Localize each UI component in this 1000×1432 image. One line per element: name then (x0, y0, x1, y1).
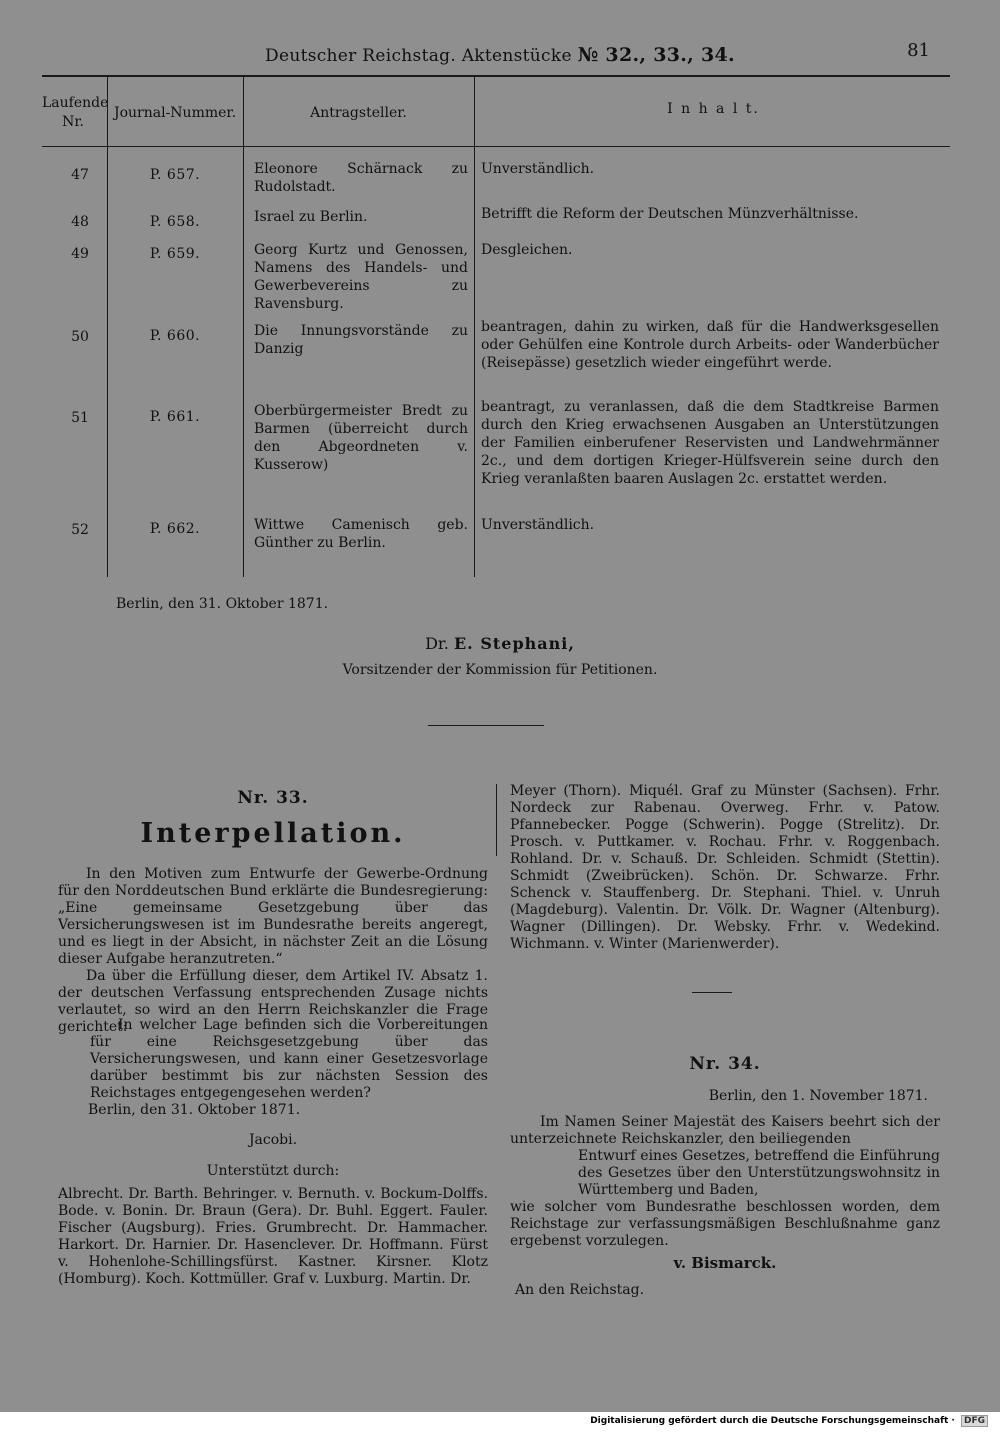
nr34-signer: v. Bismarck. (673, 1254, 777, 1272)
signature (0, 634, 1000, 653)
row-content: Betrifft die Reform der Deutschen Münzverhältnisse. (481, 206, 859, 222)
column-divider (474, 77, 475, 577)
nr34-paragraph: Im Namen Seiner Majestät des Kaisers beehrt sich der unterzeichnete Reichskanzler, den beiliegenden (510, 1114, 940, 1147)
row-applicant: Georg Kurtz und Genossen, Namens des Handels- und Gewerbevereins zu Ravensburg. (254, 242, 468, 312)
row-journal: P. 661. (149, 409, 201, 425)
nr34-bill-title: Entwurf eines Gesetzes, betreffend die Einführung des Gesetzes über den Unterstützungswohnsitz in Württemberg und Baden, (578, 1148, 940, 1198)
table-header-rule (42, 146, 950, 147)
nr34-date: Berlin, den 1. November 1871. (708, 1088, 928, 1104)
row-applicant: Eleonore Schärnack zu Rudolstadt. (254, 161, 468, 195)
interpellation-author: Jacobi. (248, 1132, 298, 1148)
row-journal: P. 662. (149, 521, 201, 537)
supporters-list-continued: Meyer (Thorn). Miquél. Graf zu Münster (Sachsen). Frhr. Nordeck zur Rabenau. Overweg. Frhr. v. Patow. Pfannebecker. Pogge (Schwerin). Pogge (Strelitz). Dr. Prosch. v. Puttkamer. v. Rochau. Frhr. v. Roggenbach. Rohland. Dr. v. Schauß. Dr. Schleiden. Schmidt (Stettin). Schmidt (Zweibrücken). Schön. Dr. Schwarze. Frhr. Schenck v. Stauffenberg. Dr. Stephani. Thiel. v. Unruh (Magdeburg). Valentin. Dr. Völk. Dr. Wagner (Altenburg). Wagner (Dillingen). Dr. Websky. Frhr. v. Wedekind. Wichmann. v. Winter (Marienwerder). (510, 783, 940, 952)
row-journal: P. 658. (149, 214, 201, 230)
interpellation-question: In welcher Lage befinden sich die Vorbereitungen für eine Reichsgesetzgebung über das Versicherungswesen, und kann einer Gesetzesvorlage darüber bestimmt bis zur nächsten Session des Reichstages entgegengesehen werden? (90, 1017, 488, 1101)
section-heading-nr34: Nr. 34. (689, 1054, 761, 1074)
page-number: 81 (907, 40, 930, 61)
signer-role: Vorsitzender der Kommission für Petitionen. (342, 662, 658, 678)
footer-text: Digitalisierung gefördert durch die Deutsche Forschungsgemeinschaft (590, 1416, 949, 1426)
row-nr: 47 (71, 167, 89, 183)
row-content: Desgleichen. (481, 242, 573, 258)
row-content: beantragt, zu veranlassen, daß die dem Stadtkreise Barmen durch den Krieg erwachsenen Ausgaben an Unterstützungen der Familien einberufener Reservisten und Landwehrmänner 2c., und dem dortigen Krieger-Hülfsverein seine durch den Krieg veranlaßten baaren Auslagen 2c. erstattet werden. (481, 399, 939, 487)
column-header-journal: Journal-Nummer. (113, 105, 237, 121)
row-content: Unverständlich. (481, 517, 595, 533)
row-nr: 52 (71, 522, 89, 538)
nr34-paragraph: wie solcher vom Bundesrathe beschlossen worden, dem Reichstage zur verfassungsmäßigen Beschlußnahme ganz ergebenst vorzulegen. (510, 1199, 940, 1249)
column-header-content: I n h a l t. (667, 101, 760, 117)
row-applicant: Wittwe Camenisch geb. Günther zu Berlin. (254, 517, 468, 551)
row-content: beantragen, dahin zu wirken, daß für die Handwerksgesellen oder Gehülfen eine Kontrole durch Arbeits- oder Wanderbücher (Reisepässe) gesetzlich wieder eingeführt werde. (481, 319, 939, 371)
interpellation-date: Berlin, den 31. Oktober 1871. (88, 1102, 301, 1118)
section-title-interpellation: Interpellation. (140, 818, 406, 849)
header-title: Deutscher Reichstag. Aktenstücke (265, 46, 572, 66)
digitization-footer: Digitalisierung gefördert durch die Deutsche Forschungsgemeinschaft · DFG (590, 1415, 988, 1427)
supporters-list: Albrecht. Dr. Barth. Behringer. v. Bernuth. v. Bockum-Dolffs. Bode. v. Bonin. Dr. Braun (Gera). Dr. Buhl. Eggert. Fauler. Fischer (Augsburg). Fries. Grumbrecht. Dr. Hammacher. Harkort. Dr. Harnier. Dr. Hasenclever. Dr. Hoffmann. Fürst v. Hohenlohe-Schillingsfürst. Kastner. Kirsner. Klotz (Homburg). Koch. Kottmüller. Graf v. Luxburg. Martin. Dr. (58, 1186, 488, 1287)
section-heading-nr33: Nr. 33. (237, 788, 309, 808)
page-header (0, 44, 1000, 66)
column-divider (496, 784, 497, 856)
row-nr: 50 (71, 329, 89, 345)
row-applicant: Die Innungsvorstände zu Danzig (254, 323, 468, 357)
column-header-laufende-nr: Laufende Nr. (42, 95, 109, 130)
section-separator (692, 992, 732, 993)
row-journal: P. 659. (149, 246, 201, 262)
row-nr: 49 (71, 246, 89, 262)
supported-by-label: Unterstützt durch: (206, 1163, 340, 1179)
dfg-logo: DFG (961, 1415, 988, 1427)
nr34-addressee: An den Reichstag. (515, 1282, 645, 1298)
row-applicant: Israel zu Berlin. (254, 209, 368, 225)
column-divider (243, 77, 244, 577)
header-document-numbers: № 32., 33., 34. (577, 44, 735, 66)
table-top-rule (42, 75, 950, 77)
row-journal: P. 657. (149, 167, 201, 183)
closing-date: Berlin, den 31. Oktober 1871. (116, 596, 329, 612)
row-applicant: Oberbürgermeister Bredt zu Barmen (überreicht durch den Abgeordneten v. Kusserow) (254, 403, 468, 473)
row-content: Unverständlich. (481, 161, 595, 177)
signer-prefix: Dr. (425, 634, 449, 653)
interpellation-paragraph: Da über die Erfüllung dieser, dem Artikel IV. Absatz 1. der deutschen Verfassung entsprechenden Zusage nichts verlautet, so wird an den Herrn Reichskanzler die Frage gerichtet: (58, 968, 488, 1035)
column-divider (107, 77, 108, 577)
row-journal: P. 660. (149, 328, 201, 344)
column-header-applicant: Antragsteller. (310, 105, 407, 121)
interpellation-paragraph: In den Motiven zum Entwurfe der Gewerbe-Ordnung für den Norddeutschen Bund erklärte die Bundesregierung: „Eine gemeinsame Gesetzgebung über das Versicherungswesen ist im Bundesrathe bereits angeregt, und es liegt in der Absicht, in nächster Zeit an die Lösung dieser Aufgabe heranzutreten.“ (58, 866, 488, 967)
row-nr: 48 (71, 214, 89, 230)
signer-name: E. Stephani, (453, 634, 575, 653)
row-nr: 51 (71, 410, 89, 426)
section-separator (428, 725, 544, 726)
